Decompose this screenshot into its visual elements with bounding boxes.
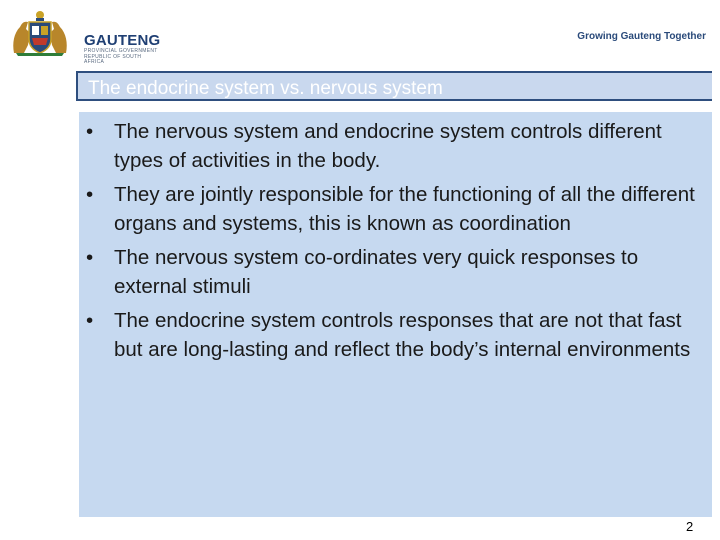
slide-title: The endocrine system vs. nervous system: [88, 78, 443, 99]
bullet-icon: •: [86, 183, 94, 206]
bullet-list: [79, 117, 712, 369]
bullet-text: The endocrine system controls responses that are not that fast but are long-lasting and reflect the body’s internal environments: [114, 309, 691, 361]
bullet-text: The nervous system co-ordinates very quick responses to external stimuli: [114, 246, 639, 298]
page-number: 2: [686, 519, 694, 534]
gauteng-coat-of-arms-icon: [8, 9, 72, 57]
content-panel: [79, 112, 712, 517]
bullet-icon: •: [86, 246, 94, 269]
bullet-item: [79, 117, 712, 175]
bullet-icon: •: [86, 120, 94, 143]
bullet-text: They are jointly responsible for the functioning of all the different organs and systems, this is known as coordination: [114, 183, 695, 235]
bullet-text: The nervous system and endocrine system controls different types of activities in the body.: [114, 120, 662, 172]
slide-title-bar: [76, 71, 712, 101]
slide-header: [0, 0, 720, 66]
header-tagline: Growing Gauteng Together: [577, 31, 706, 42]
gauteng-wordmark: [84, 33, 160, 65]
bullet-icon: •: [86, 309, 94, 332]
wordmark-title: GAUTENG: [84, 32, 161, 49]
wordmark-subline-2: REPUBLIC OF SOUTH AFRICA: [84, 54, 142, 65]
wordmark-subline-1: PROVINCIAL GOVERNMENT: [84, 48, 158, 54]
bullet-item: [79, 243, 712, 301]
gauteng-logo: [8, 9, 161, 65]
bullet-item: [79, 306, 712, 364]
bullet-item: [79, 180, 712, 238]
